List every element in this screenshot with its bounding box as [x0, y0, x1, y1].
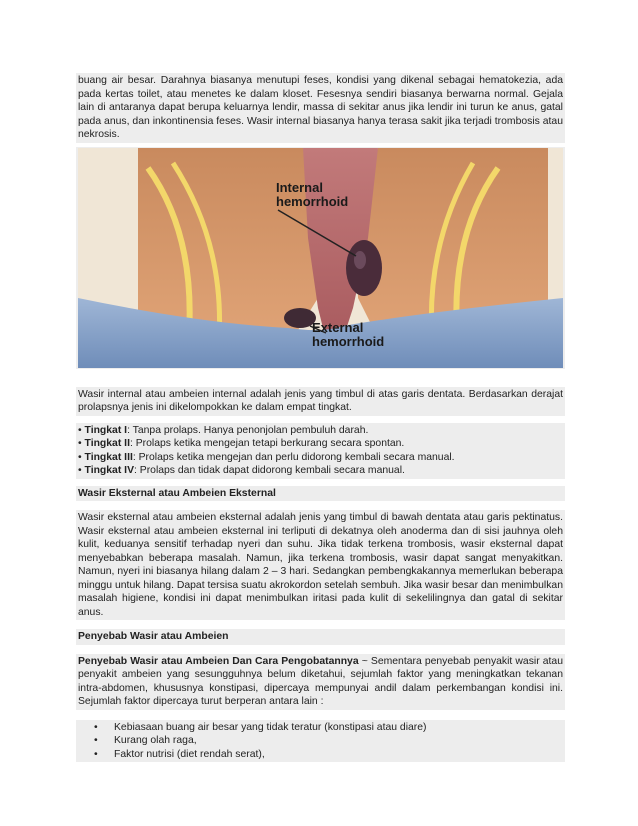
- cause-paragraph: Penyebab Wasir atau Ambeien Dan Cara Pengobatannya ~ Sementara penyebab penyakit wasir atau penyakit ambeien yang sesungguhnya belum diketahui, sejumlah faktor yang meningkatkan tekanan intra-abdomen, khususnya konstipasi, dipercaya mempunyai andil dalam perkembangan kondisi ini. Sejumlah faktor dipercaya turut berperan antara lain :: [76, 654, 565, 710]
- label-external-1: External: [312, 319, 364, 335]
- grade-item: • Tingkat I: Tanpa prolaps. Hanya penonjolan pembuluh darah.: [78, 424, 369, 436]
- list-item: • Kebiasaan buang air besar yang tidak teratur (konstipasi atau diare): [94, 721, 427, 733]
- intro-paragraph: buang air besar. Darahnya biasanya menutupi feses, kondisi yang dikenal sebagai hematokezia, ada pada kertas toilet, atau menetes ke dalam kloset. Fesesnya sendiri biasanya berwarna normal. Gejala lain di antaranya dapat berupa keluarnya lendir, massa di sekitar anus jika lendir ini turun ke anus, gatal pada anus, dan inkontinensia feses. Wasir internal biasanya hanya terasa sakit jika terjadi trombosis atau nekrosis.: [76, 73, 565, 143]
- label-external-2: hemorrhoid: [312, 333, 385, 349]
- external-paragraph: Wasir eksternal atau ambeien eksternal adalah jenis yang timbul di bawah dentata atau garis pektinatus. Wasir eksternal atau ambeien eksternal ini terliputi di dekatnya oleh anoderma dan di sisi jauhnya oleh kulit, keduanya sensitif terhadap nyeri dan suhu. Jika tidak terkena trombosis, wasir eksternal dapat menyebabkan beberapa masalah. Namun, jika terkena trombosis, wasir dapat sangat menyakitkan. Namun, nyeri ini biasanya hilang dalam 2 – 3 hari. Sedangkan pembengkakannya memerlukan beberapa minggu untuk hilang. Dapat tersisa suatu akrokordon setelah sembuh. Jika wasir besar dan menimbulkan masalah higiene, kondisi ini dapat menimbulkan iritasi pada kulit di sekelilingnya dan gatal di sekitar anus.: [76, 510, 565, 620]
- factor-list: [76, 720, 565, 763]
- grade-item: • Tingkat III: Prolaps ketika mengejan dan perlu didorong kembali secara manual.: [78, 451, 455, 463]
- list-item: • Kurang olah raga,: [94, 735, 197, 746]
- heading-external: Wasir Eksternal atau Ambeien Eksternal: [76, 486, 565, 502]
- heading-cause: Penyebab Wasir atau Ambeien: [76, 629, 565, 645]
- label-internal-1: Internal: [276, 179, 323, 195]
- list-item: • Faktor nutrisi (diet rendah serat),: [94, 748, 265, 760]
- grade-item: • Tingkat II: Prolaps ketika mengejan tetapi berkurang secara spontan.: [78, 438, 405, 449]
- article: [76, 73, 565, 762]
- cause-lead: Penyebab Wasir atau Ambeien Dan Cara Pengobatannya: [78, 655, 359, 667]
- hemorrhoid-illustration: [76, 147, 565, 369]
- grade-list: [76, 423, 565, 479]
- label-internal-2: hemorrhoid: [276, 193, 349, 209]
- hemorrhoid-diagram: [78, 148, 563, 368]
- grade-item: • Tingkat IV: Prolaps dan tidak dapat didorong kembali secara manual.: [78, 465, 405, 476]
- internal-paragraph: Wasir internal atau ambeien internal adalah jenis yang timbul di atas garis dentata. Berdasarkan derajat prolapsnya jenis ini dikelompokkan ke dalam empat tingkat.: [76, 387, 565, 416]
